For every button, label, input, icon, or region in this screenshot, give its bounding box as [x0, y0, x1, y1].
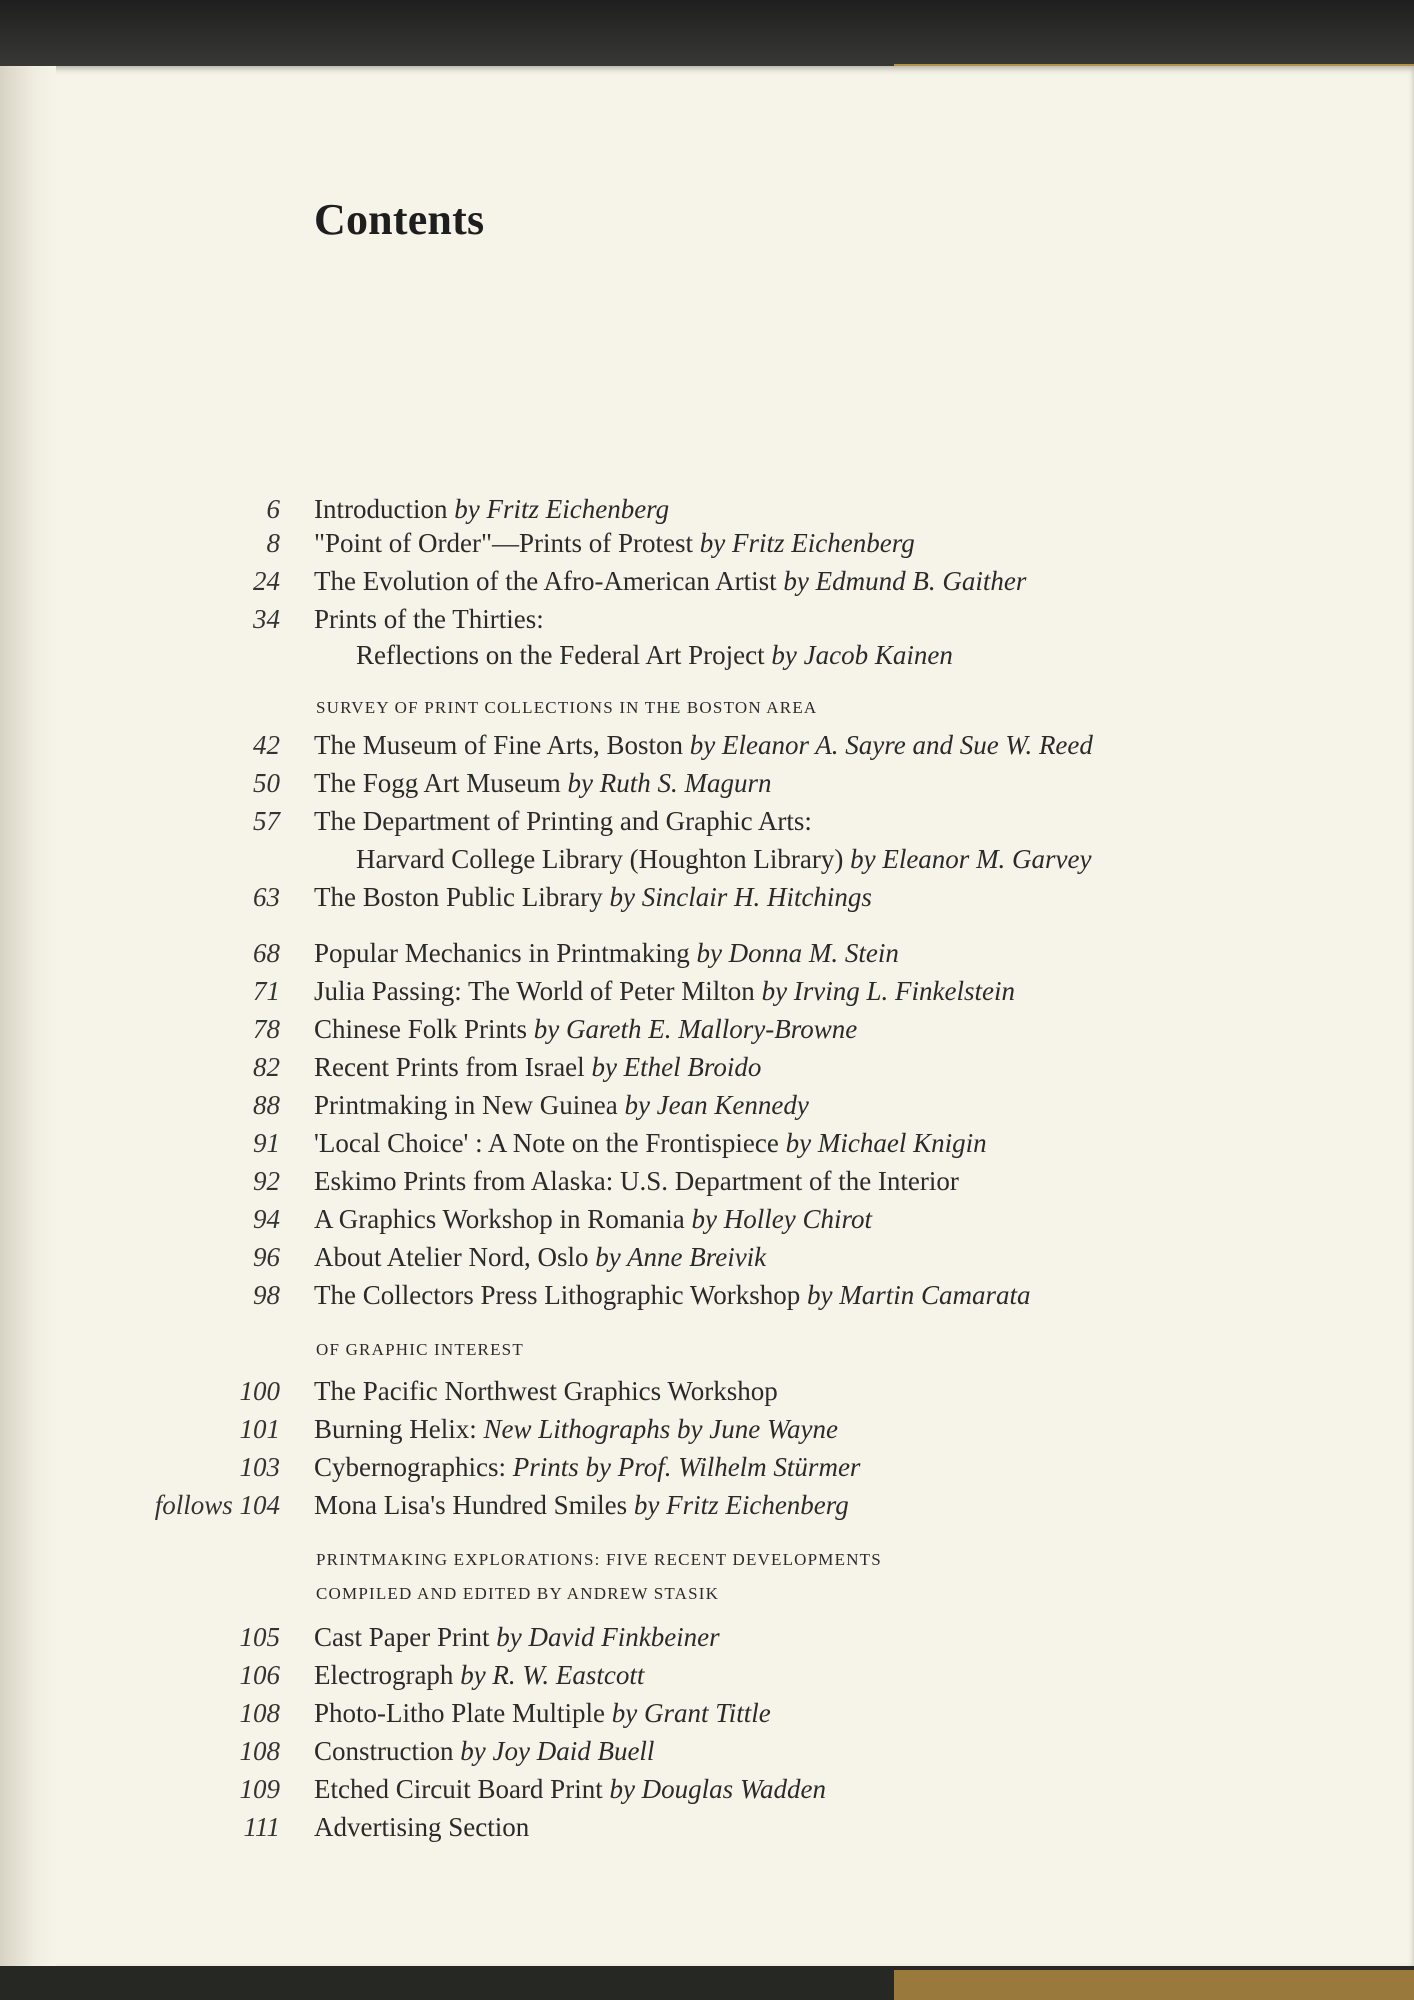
toc-entry-title: Introduction [314, 494, 455, 524]
toc-page-number: 96 [253, 1242, 280, 1272]
toc-page-number: 42 [253, 730, 280, 760]
toc-page-number: 57 [253, 806, 280, 836]
toc-entry-title: Harvard College Library (Houghton Library) [356, 844, 851, 874]
toc-entry-text [314, 528, 915, 559]
toc-entry-text [314, 1052, 761, 1083]
toc-page-number: 105 [239, 1622, 280, 1652]
toc-entry-title: Cybernographics: [314, 1452, 513, 1482]
toc-page-number: 50 [253, 768, 280, 798]
toc-entry-author: by Irving L. Finkelstein [761, 976, 1016, 1006]
toc-entry-text [314, 1452, 860, 1483]
toc-entry [0, 1698, 1300, 1738]
toc-entry-author: by Sinclair H. Hitchings [609, 882, 872, 912]
toc-entry-title: Recent Prints from Israel [314, 1052, 592, 1082]
toc-entry [0, 1204, 1300, 1244]
toc-entry-title: Reflections on the Federal Art Project [356, 640, 772, 670]
toc-entry-text [314, 1490, 849, 1521]
toc-page-number: 100 [239, 1376, 280, 1406]
toc-entry [0, 1414, 1300, 1454]
toc-entry-text [314, 604, 544, 635]
toc-entry-text [314, 938, 899, 969]
toc-entry [0, 844, 1300, 884]
toc-entry-author: by Michael Knigin [785, 1128, 987, 1158]
toc-entry-text [314, 1660, 644, 1691]
toc-entry-text [314, 976, 1015, 1007]
toc-entry-title: Prints of the Thirties: [314, 604, 544, 634]
toc-entry-text [314, 494, 669, 525]
toc-entry-text [314, 1242, 766, 1273]
toc-entry-text [356, 640, 953, 671]
toc-entry [0, 1090, 1300, 1130]
toc-entry [0, 1376, 1300, 1416]
toc-entry [0, 1242, 1300, 1282]
toc-page-number: 8 [266, 528, 280, 558]
toc-entry [0, 1052, 1300, 1092]
toc-entry-title: "Point of Order"—Prints of Protest [314, 528, 700, 558]
table-of-contents [0, 66, 1414, 1966]
toc-entry-text [314, 1090, 809, 1121]
toc-page-number: 98 [253, 1280, 280, 1310]
toc-page-number: 78 [253, 1014, 280, 1044]
toc-page-number: 94 [253, 1204, 280, 1234]
toc-page-number: 109 [239, 1774, 280, 1804]
toc-page-number: follows 104 [154, 1490, 280, 1520]
toc-entry [0, 640, 1300, 680]
toc-entry [0, 768, 1300, 808]
toc-page-number: 106 [239, 1660, 280, 1690]
toc-entry-title: The Department of Printing and Graphic Arts: [314, 806, 812, 836]
toc-entry-author: by Jacob Kainen [771, 640, 953, 670]
toc-page-number: 24 [253, 566, 280, 596]
toc-entry-author: by Ethel Broido [591, 1052, 762, 1082]
toc-entry-title: Photo-Litho Plate Multiple [314, 1698, 612, 1728]
toc-entry [0, 604, 1300, 644]
toc-entry [0, 976, 1300, 1016]
toc-page-number: 6 [266, 494, 280, 524]
toc-page-number: 63 [253, 882, 280, 912]
toc-page-number: 108 [239, 1736, 280, 1766]
toc-entry [0, 730, 1300, 770]
toc-entry [0, 1280, 1300, 1320]
toc-entry [0, 1014, 1300, 1054]
toc-entry-text [314, 1014, 857, 1045]
toc-entry-author: New Lithographs by June Wayne [483, 1414, 838, 1444]
toc-entry-title: Advertising Section [314, 1812, 530, 1842]
toc-entry-author: by Donna M. Stein [696, 938, 899, 968]
toc-entry-title: The Pacific Northwest Graphics Workshop [314, 1376, 778, 1406]
toc-entry-author: by Joy Daid Buell [460, 1736, 655, 1766]
section-heading-explorations: PRINTMAKING EXPLORATIONS: FIVE RECENT DEVELOPMENTS [316, 1550, 882, 1569]
book-cover-top-edge [0, 0, 1414, 72]
toc-entry-title: Printmaking in New Guinea [314, 1090, 625, 1120]
toc-entry [0, 882, 1300, 922]
toc-entry-author: by Fritz Eichenberg [454, 494, 670, 524]
toc-entry [0, 1166, 1300, 1206]
toc-entry [0, 1774, 1300, 1814]
toc-entry-text [314, 1414, 838, 1445]
toc-entry-title: Burning Helix: [314, 1414, 484, 1444]
toc-entry-title: The Fogg Art Museum [314, 768, 568, 798]
toc-entry-title: Chinese Folk Prints [314, 1014, 534, 1044]
toc-page-number: 111 [243, 1812, 280, 1842]
section-heading-survey: SURVEY OF PRINT COLLECTIONS IN THE BOSTON AREA [316, 698, 818, 717]
toc-entry-author: by Edmund B. Gaither [783, 566, 1027, 596]
toc-entry-title: Cast Paper Print [314, 1622, 497, 1652]
toc-entry-text [314, 1376, 778, 1407]
toc-entry-author: by Eleanor A. Sayre and Sue W. Reed [689, 730, 1093, 760]
toc-entry-title: Popular Mechanics in Printmaking [314, 938, 697, 968]
toc-entry-author: by David Finkbeiner [496, 1622, 720, 1652]
toc-entry [0, 1490, 1300, 1530]
toc-entry-text [314, 1280, 1031, 1311]
toc-page-number: 108 [239, 1698, 280, 1728]
toc-entry-author: by Jean Kennedy [624, 1090, 809, 1120]
toc-entry-author: by Gareth E. Mallory-Browne [533, 1014, 858, 1044]
toc-entry [0, 1128, 1300, 1168]
toc-entry-text [314, 1128, 987, 1159]
toc-page-number: 88 [253, 1090, 280, 1120]
toc-entry-title: Etched Circuit Board Print [314, 1774, 610, 1804]
toc-entry-author: by Ruth S. Magurn [567, 768, 772, 798]
toc-page-number: 92 [253, 1166, 280, 1196]
toc-entry-text [314, 1204, 872, 1235]
toc-entry [0, 938, 1300, 978]
section-heading-graphic-interest: OF GRAPHIC INTEREST [316, 1340, 524, 1359]
toc-entry-text [314, 1774, 826, 1805]
toc-entry-title: 'Local Choice' : A Note on the Frontispiece [314, 1128, 786, 1158]
toc-page-number: 34 [253, 604, 280, 634]
toc-entry [0, 1660, 1300, 1700]
cover-board-edge-bottom [894, 1970, 1414, 2000]
toc-page-number: 82 [253, 1052, 280, 1082]
toc-entry-author: by Anne Breivik [595, 1242, 767, 1272]
toc-entry-text [314, 566, 1026, 597]
toc-entry-title: The Evolution of the Afro-American Artist [314, 566, 784, 596]
toc-entry-text [314, 1812, 529, 1843]
toc-entry-text [314, 1736, 654, 1767]
toc-entry-title: The Collectors Press Lithographic Workshop [314, 1280, 808, 1310]
toc-page-number: 91 [253, 1128, 280, 1158]
toc-entry-author: by Holley Chirot [691, 1204, 873, 1234]
toc-entry-title: Mona Lisa's Hundred Smiles [314, 1490, 634, 1520]
toc-entry [0, 1452, 1300, 1492]
toc-entry-author: by Eleanor M. Garvey [850, 844, 1092, 874]
toc-page-number: 101 [239, 1414, 280, 1444]
toc-entry-title: A Graphics Workshop in Romania [314, 1204, 692, 1234]
toc-entry-text [314, 806, 812, 837]
toc-entry-author: by Martin Camarata [807, 1280, 1031, 1310]
book-page [0, 66, 1414, 1966]
toc-entry-title: The Boston Public Library [314, 882, 610, 912]
toc-entry [0, 566, 1300, 606]
toc-entry-text [356, 844, 1092, 875]
toc-entry-title: The Museum of Fine Arts, Boston [314, 730, 690, 760]
toc-entry [0, 1736, 1300, 1776]
toc-entry-title: About Atelier Nord, Oslo [314, 1242, 596, 1272]
toc-entry-text [314, 1166, 959, 1197]
toc-entry-text [314, 768, 771, 799]
toc-entry-author: by Grant Tittle [611, 1698, 771, 1728]
page-title: Contents [314, 195, 485, 244]
toc-page-number: 103 [239, 1452, 280, 1482]
toc-entry-author: Prints by Prof. Wilhelm Stürmer [512, 1452, 861, 1482]
toc-entry-text [314, 1622, 720, 1653]
toc-entry [0, 1812, 1300, 1852]
toc-entry-author: by R. W. Eastcott [460, 1660, 645, 1690]
toc-entry-author: by Fritz Eichenberg [699, 528, 915, 558]
toc-entry-text [314, 882, 872, 913]
toc-entry-text [314, 730, 1093, 761]
toc-entry-text [314, 1698, 771, 1729]
toc-page-number: 68 [253, 938, 280, 968]
toc-entry [0, 528, 1300, 568]
toc-entry-author: by Douglas Wadden [609, 1774, 826, 1804]
toc-entry-title: Electrograph [314, 1660, 461, 1690]
toc-entry [0, 1622, 1300, 1662]
toc-entry-title: Construction [314, 1736, 461, 1766]
toc-page-number: 71 [253, 976, 280, 1006]
toc-entry-title: Eskimo Prints from Alaska: U.S. Department of the Interior [314, 1166, 959, 1196]
toc-entry-author: by Fritz Eichenberg [633, 1490, 849, 1520]
section-subheading-compiled: COMPILED AND EDITED BY ANDREW STASIK [316, 1584, 720, 1603]
toc-entry [0, 806, 1300, 846]
toc-entry-title: Julia Passing: The World of Peter Milton [314, 976, 762, 1006]
